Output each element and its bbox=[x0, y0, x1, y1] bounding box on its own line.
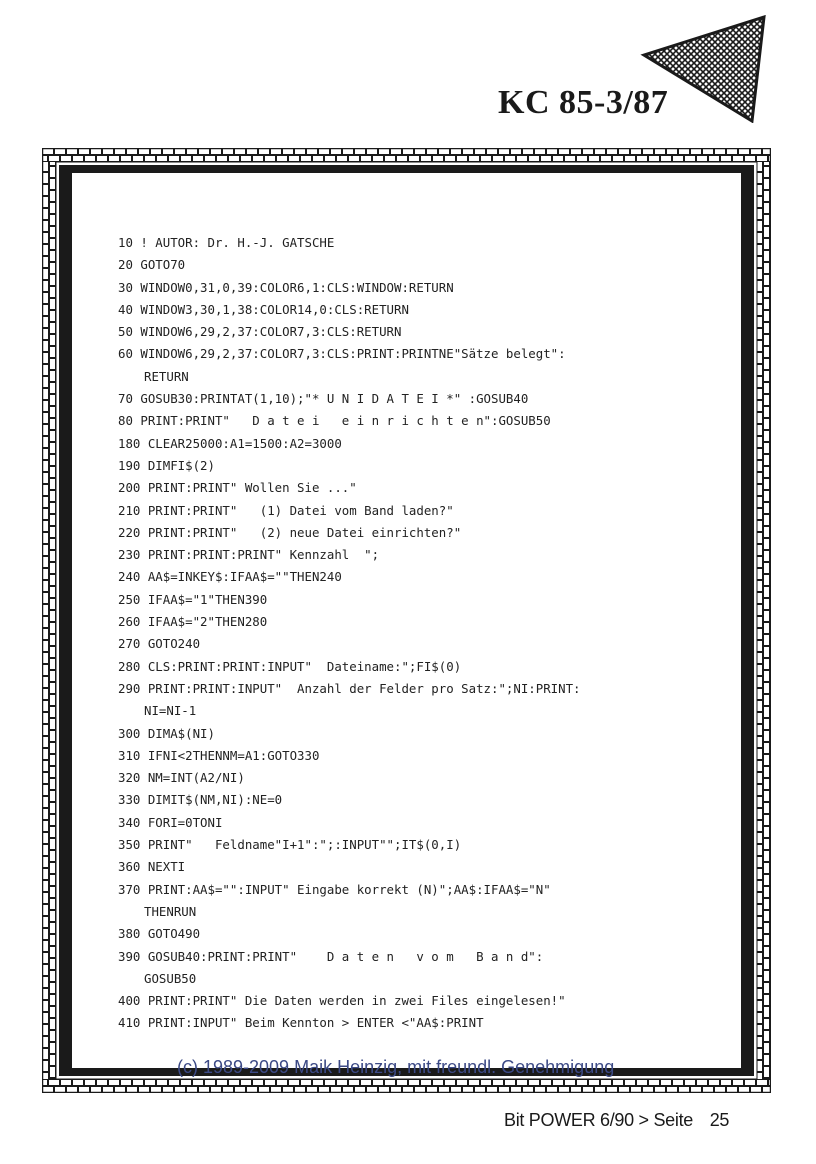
code-line: 270 GOTO240 bbox=[118, 636, 201, 652]
code-line-continuation: RETURN bbox=[144, 368, 189, 384]
code-line: 180 CLEAR25000:A1=1500:A2=3000 bbox=[118, 435, 342, 451]
code-line: 50 WINDOW6,29,2,37:COLOR7,3:CLS:RETURN bbox=[118, 324, 402, 340]
code-line: 390 GOSUB40:PRINT:PRINT" D a t e n v o m B a n d": bbox=[118, 948, 544, 964]
page-number: 25 bbox=[709, 1110, 730, 1130]
code-line: 60 WINDOW6,29,2,37:COLOR7,3:CLS:PRINT:PRINTNE"Sätze belegt": bbox=[118, 346, 566, 362]
code-line: 290 PRINT:PRINT:INPUT" Anzahl der Felder pro Satz:";NI:PRINT: bbox=[118, 680, 581, 696]
code-line: 70 GOSUB30:PRINTAT(1,10);"* U N I D A T E I *" :GOSUB40 bbox=[118, 391, 529, 407]
code-line: 220 PRINT:PRINT" (2) neue Datei einrichten?" bbox=[118, 524, 462, 540]
code-line: 340 FORI=0TONI bbox=[118, 814, 223, 830]
copyright-notice: (c) 1989-2009 Maik Heinzig, mit freundl. Genehmigung bbox=[177, 1057, 615, 1077]
code-line: 190 DIMFI$(2) bbox=[118, 457, 215, 473]
footer-magazine-name: Bit POWER 6/90 > Seite bbox=[504, 1110, 693, 1130]
code-line: 240 AA$=INKEY$:IFAA$=""THEN240 bbox=[118, 569, 342, 585]
code-line: 200 PRINT:PRINT" Wollen Sie ..." bbox=[118, 480, 357, 496]
magazine-issue-header: KC 85-3/87 bbox=[498, 84, 669, 121]
code-line: 310 IFNI<2THENNM=A1:GOTO330 bbox=[118, 747, 320, 763]
code-line: 330 DIMIT$(NM,NI):NE=0 bbox=[118, 792, 283, 808]
code-line: 370 PRINT:AA$="":INPUT" Eingabe korrekt (N)";AA$:IFAA$="N" bbox=[118, 881, 551, 897]
code-line: 210 PRINT:PRINT" (1) Datei vom Band laden?" bbox=[118, 502, 454, 518]
code-line: 260 IFAA$="2"THEN280 bbox=[118, 614, 268, 630]
code-line: 30 WINDOW0,31,0,39:COLOR6,1:CLS:WINDOW:RETURN bbox=[118, 279, 454, 295]
code-line: 40 WINDOW3,30,1,38:COLOR14,0:CLS:RETURN bbox=[118, 301, 409, 317]
code-line: 300 DIMA$(NI) bbox=[118, 725, 215, 741]
code-line: 250 IFAA$="1"THEN390 bbox=[118, 591, 268, 607]
page-footer bbox=[504, 1110, 729, 1131]
code-line: 350 PRINT" Feldname"I+1":";:INPUT"";IT$(0,I) bbox=[118, 837, 462, 853]
code-line-continuation: GOSUB50 bbox=[144, 970, 197, 986]
code-line-continuation: NI=NI-1 bbox=[144, 703, 197, 719]
code-line-continuation: THENRUN bbox=[144, 903, 197, 919]
code-line: 410 PRINT:INPUT" Beim Kennton > ENTER <"AA$:PRINT bbox=[118, 1015, 484, 1031]
code-line: 20 GOTO70 bbox=[118, 257, 186, 273]
basic-code-listing bbox=[118, 232, 708, 1035]
code-line: 80 PRINT:PRINT" D a t e i e i n r i c h t e n":GOSUB50 bbox=[118, 413, 551, 429]
code-line: 10 ! AUTOR: Dr. H.-J. GATSCHE bbox=[118, 235, 335, 250]
code-line: 400 PRINT:PRINT" Die Daten werden in zwei Files eingelesen!" bbox=[118, 993, 566, 1009]
code-line: 320 NM=INT(A2/NI) bbox=[118, 770, 245, 786]
code-line: 230 PRINT:PRINT:PRINT" Kennzahl "; bbox=[118, 547, 380, 563]
code-line: 380 GOTO490 bbox=[118, 926, 201, 942]
code-line: 360 NEXTI bbox=[118, 859, 186, 875]
code-line: 280 CLS:PRINT:PRINT:INPUT" Dateiname:";FI$(0) bbox=[118, 658, 462, 674]
